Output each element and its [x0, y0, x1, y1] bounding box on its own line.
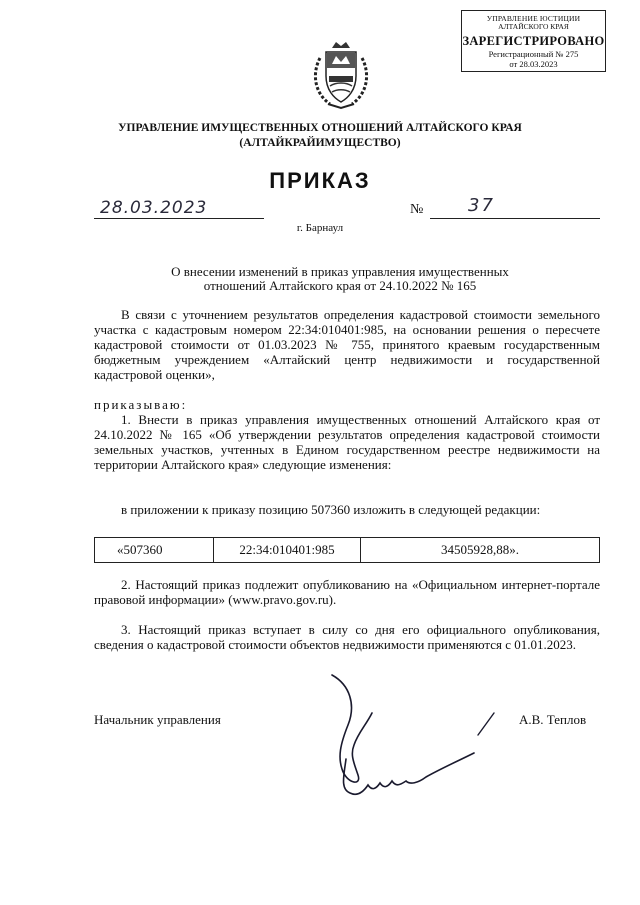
subject-line2: отношений Алтайского края от 24.10.2022 № 165: [203, 278, 477, 293]
item-1-subparagraph: в приложении к приказу позицию 507360 изложить в следующей редакции:: [121, 502, 541, 517]
signatory-position: Начальник управления: [94, 712, 221, 727]
order-word: приказываю:: [94, 397, 188, 412]
stamp-reg-date: от 28.03.2023: [509, 59, 558, 69]
document-title: ПРИКАЗ: [269, 168, 371, 193]
coat-of-arms-icon: [310, 38, 372, 110]
organization-name: УПРАВЛЕНИЕ ИМУЩЕСТВЕННЫХ ОТНОШЕНИЙ АЛТАЙСКОГО КРАЯ: [118, 122, 522, 134]
item-2-paragraph: 2. Настоящий приказ подлежит опубликованию на «Официальном интернет-портале правовой информации» (www.pravo.gov.ru).: [94, 577, 600, 607]
item-3-paragraph: 3. Настоящий приказ вступает в силу со дня его официального опубликования, сведения о кадастровой стоимости объектов недвижимости применяются с 01.01.2023.: [94, 622, 600, 652]
stamp-line1: УПРАВЛЕНИЕ ЮСТИЦИИ: [486, 14, 581, 23]
number-sign: №: [410, 202, 424, 217]
stamp-line2: АЛТАЙСКОГО КРАЯ: [498, 22, 569, 31]
document-subject: [120, 265, 560, 293]
table-row: [95, 538, 600, 563]
document-number: 37: [468, 195, 495, 216]
signatory-name: А.В. Теплов: [519, 712, 587, 727]
stamp-reg-number: Регистрационный № 275: [488, 49, 579, 59]
number-underline: [430, 218, 600, 219]
preamble-paragraph: В связи с уточнением результатов определения кадастровой стоимости земельного участка с кадастровым номером 22:34:010401:985, на основании решения о пересчете кадастровой стоимости от 01.03.2023 № 755, принятого краевым государственным бюджетным учреждением «Алтайский центр недвижимости и государственной кадастровой оценки»,: [94, 307, 600, 382]
subject-line1: О внесении изменений в приказ управления имущественных: [171, 264, 509, 279]
table-cell-position: «507360: [95, 538, 214, 563]
item-1-paragraph: 1. Внести в приказ управления имущественных отношений Алтайского края от 24.10.2022 № 165 «Об утверждении результатов определения кадастровой стоимости земельных участков, учтенных в Едином государственном реестре недвижимости на территории Алтайского края» следующие изменения:: [94, 412, 600, 472]
table-cell-cadastral-number: 22:34:010401:985: [214, 538, 361, 563]
document-date: 28.03.2023: [100, 198, 208, 218]
organization-short-name: (АЛТАЙКРАЙИМУЩЕСТВО): [239, 137, 401, 149]
date-underline: [94, 218, 264, 219]
table-cell-value: 34505928,88».: [361, 538, 600, 563]
stamp-status: ЗАРЕГИСТРИРОВАНО: [462, 34, 605, 48]
city: г. Барнаул: [296, 222, 344, 234]
handwritten-signature-icon: [310, 665, 500, 825]
registration-stamp: [461, 10, 606, 72]
amendment-table: [94, 537, 600, 563]
